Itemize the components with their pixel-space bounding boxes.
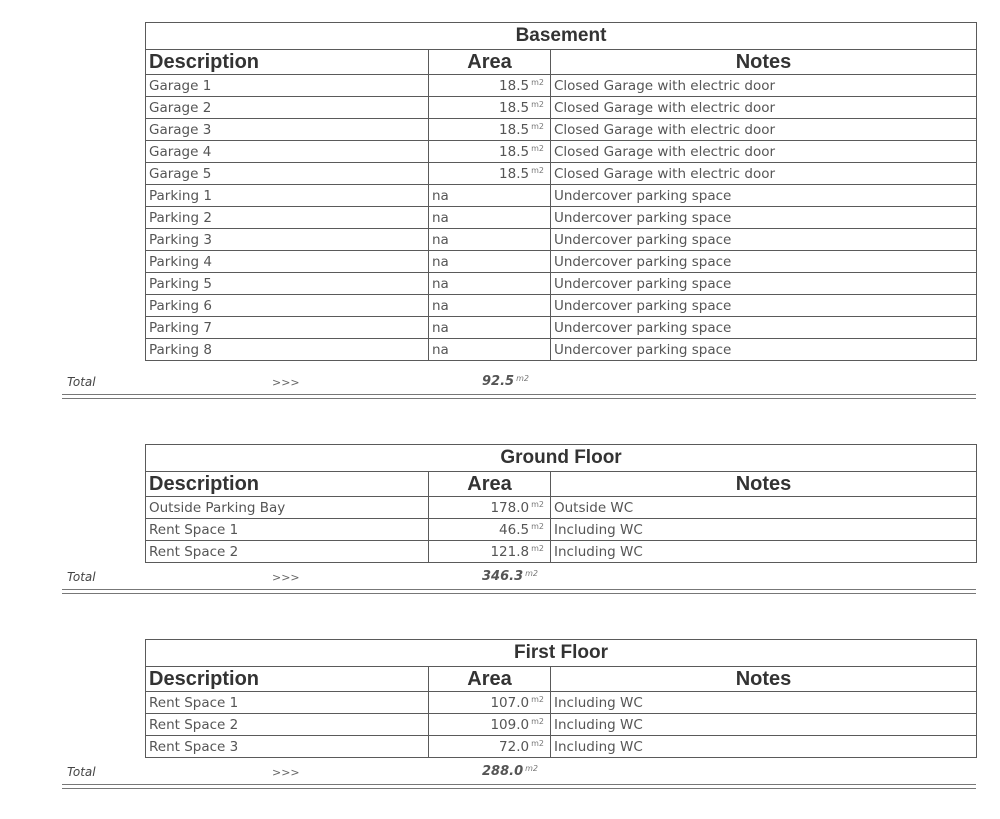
table-row bbox=[146, 163, 977, 185]
first-floor-table bbox=[145, 639, 977, 758]
description-cell: Rent Space 1 bbox=[146, 519, 429, 541]
table-title-row bbox=[146, 23, 977, 50]
area-cell: 107.0 $^{m2}$ bbox=[429, 692, 551, 714]
notes-cell: Undercover parking space bbox=[551, 251, 977, 273]
table-title: Basement bbox=[146, 23, 977, 50]
table-title-row bbox=[146, 640, 977, 667]
notes-cell: Closed Garage with electric door bbox=[551, 75, 977, 97]
total-arrow: >>> bbox=[272, 376, 300, 389]
total-value: 92.5 $^{m2}$ bbox=[482, 374, 529, 389]
notes-cell: Including WC bbox=[551, 714, 977, 736]
double-rule bbox=[62, 589, 976, 594]
notes-cell: Undercover parking space bbox=[551, 207, 977, 229]
notes-cell: Undercover parking space bbox=[551, 229, 977, 251]
total-row bbox=[62, 763, 976, 783]
table-title: Ground Floor bbox=[146, 445, 977, 472]
total-label: Total bbox=[67, 765, 96, 779]
description-cell: Parking 4 bbox=[146, 251, 429, 273]
table-row bbox=[146, 692, 977, 714]
table-row bbox=[146, 273, 977, 295]
description-cell: Outside Parking Bay bbox=[146, 497, 429, 519]
area-cell: 109.0 $^{m2}$ bbox=[429, 714, 551, 736]
table-header-row bbox=[146, 50, 977, 75]
total-arrow: >>> bbox=[272, 571, 300, 584]
description-cell: Rent Space 3 bbox=[146, 736, 429, 758]
description-cell: Rent Space 1 bbox=[146, 692, 429, 714]
description-cell: Garage 5 bbox=[146, 163, 429, 185]
description-cell: Parking 8 bbox=[146, 339, 429, 361]
area-cell: 178.0 $^{m2}$ bbox=[429, 497, 551, 519]
description-cell: Parking 6 bbox=[146, 295, 429, 317]
ground-floor-table bbox=[145, 444, 977, 563]
notes-cell: Including WC bbox=[551, 519, 977, 541]
notes-cell: Including WC bbox=[551, 692, 977, 714]
area-cell: na bbox=[429, 229, 551, 251]
description-header: Description bbox=[146, 50, 429, 75]
table-row bbox=[146, 714, 977, 736]
area-cell: 72.0 $^{m2}$ bbox=[429, 736, 551, 758]
area-header: Area bbox=[429, 50, 551, 75]
area-cell: 121.8 $^{m2}$ bbox=[429, 541, 551, 563]
notes-cell: Including WC bbox=[551, 736, 977, 758]
area-cell: na bbox=[429, 185, 551, 207]
table-row bbox=[146, 207, 977, 229]
table-header-row bbox=[146, 667, 977, 692]
table-title-row bbox=[146, 445, 977, 472]
total-value: 346.3 $^{m2}$ bbox=[482, 569, 539, 584]
table-row bbox=[146, 141, 977, 163]
total-row bbox=[62, 568, 976, 588]
area-cell: 18.5 $^{m2}$ bbox=[429, 75, 551, 97]
description-cell: Garage 4 bbox=[146, 141, 429, 163]
total-row bbox=[62, 373, 976, 393]
table-row bbox=[146, 295, 977, 317]
description-cell: Garage 1 bbox=[146, 75, 429, 97]
notes-cell: Undercover parking space bbox=[551, 295, 977, 317]
table-row bbox=[146, 97, 977, 119]
table-row bbox=[146, 541, 977, 563]
area-header: Area bbox=[429, 667, 551, 692]
notes-header: Notes bbox=[551, 667, 977, 692]
notes-cell: Undercover parking space bbox=[551, 317, 977, 339]
notes-header: Notes bbox=[551, 472, 977, 497]
area-header: Area bbox=[429, 472, 551, 497]
table-title: First Floor bbox=[146, 640, 977, 667]
description-cell: Parking 1 bbox=[146, 185, 429, 207]
notes-cell: Closed Garage with electric door bbox=[551, 141, 977, 163]
area-cell: na bbox=[429, 317, 551, 339]
description-cell: Rent Space 2 bbox=[146, 541, 429, 563]
table-row bbox=[146, 229, 977, 251]
table-row bbox=[146, 119, 977, 141]
description-cell: Garage 2 bbox=[146, 97, 429, 119]
area-cell: 18.5 $^{m2}$ bbox=[429, 119, 551, 141]
table-row bbox=[146, 519, 977, 541]
table-row bbox=[146, 317, 977, 339]
basement-table bbox=[145, 22, 977, 361]
description-cell: Garage 3 bbox=[146, 119, 429, 141]
area-cell: 18.5 $^{m2}$ bbox=[429, 97, 551, 119]
description-cell: Parking 5 bbox=[146, 273, 429, 295]
description-header: Description bbox=[146, 667, 429, 692]
total-label: Total bbox=[67, 375, 96, 389]
description-cell: Parking 2 bbox=[146, 207, 429, 229]
description-header: Description bbox=[146, 472, 429, 497]
double-rule bbox=[62, 784, 976, 789]
area-cell: na bbox=[429, 339, 551, 361]
total-arrow: >>> bbox=[272, 766, 300, 779]
description-cell: Rent Space 2 bbox=[146, 714, 429, 736]
notes-header: Notes bbox=[551, 50, 977, 75]
table-row bbox=[146, 185, 977, 207]
area-cell: 18.5 $^{m2}$ bbox=[429, 141, 551, 163]
notes-cell: Undercover parking space bbox=[551, 185, 977, 207]
table-row bbox=[146, 75, 977, 97]
notes-cell: Closed Garage with electric door bbox=[551, 97, 977, 119]
notes-cell: Outside WC bbox=[551, 497, 977, 519]
total-label: Total bbox=[67, 570, 96, 584]
table-header-row bbox=[146, 472, 977, 497]
description-cell: Parking 3 bbox=[146, 229, 429, 251]
area-cell: 46.5 $^{m2}$ bbox=[429, 519, 551, 541]
double-rule bbox=[62, 394, 976, 399]
notes-cell: Including WC bbox=[551, 541, 977, 563]
table-row bbox=[146, 736, 977, 758]
notes-cell: Undercover parking space bbox=[551, 339, 977, 361]
area-cell: na bbox=[429, 295, 551, 317]
area-cell: na bbox=[429, 251, 551, 273]
table-row bbox=[146, 251, 977, 273]
notes-cell: Closed Garage with electric door bbox=[551, 119, 977, 141]
area-cell: 18.5 $^{m2}$ bbox=[429, 163, 551, 185]
total-value: 288.0 $^{m2}$ bbox=[482, 764, 539, 779]
description-cell: Parking 7 bbox=[146, 317, 429, 339]
notes-cell: Closed Garage with electric door bbox=[551, 163, 977, 185]
area-cell: na bbox=[429, 273, 551, 295]
notes-cell: Undercover parking space bbox=[551, 273, 977, 295]
area-cell: na bbox=[429, 207, 551, 229]
table-row bbox=[146, 339, 977, 361]
table-row bbox=[146, 497, 977, 519]
